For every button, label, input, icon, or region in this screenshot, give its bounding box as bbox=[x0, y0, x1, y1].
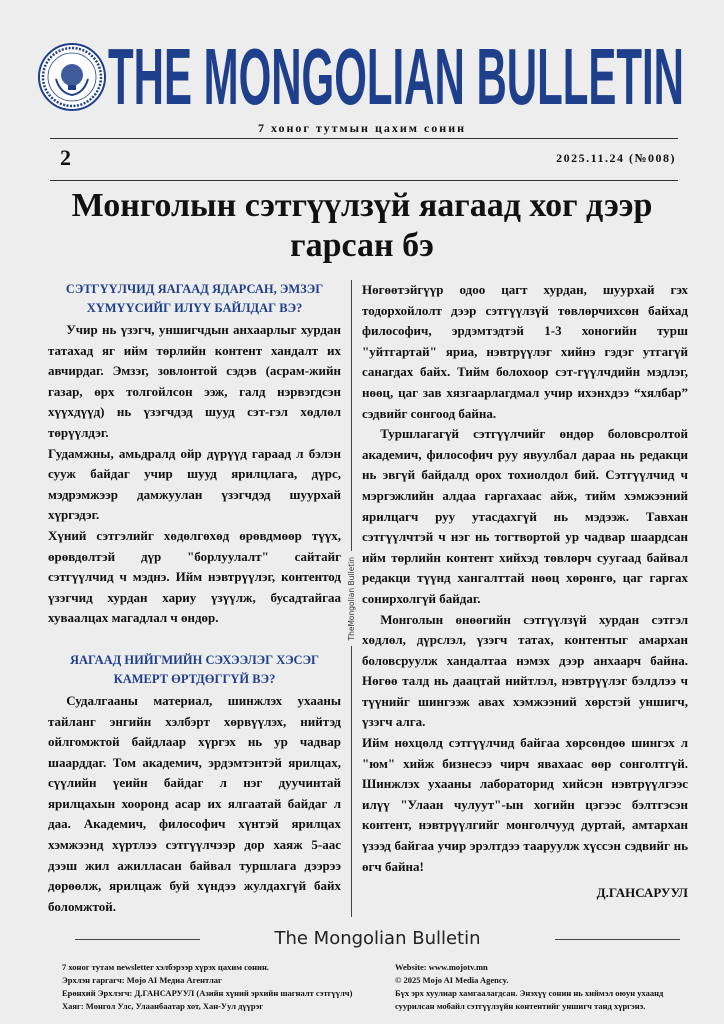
page-number: 2 bbox=[60, 145, 71, 170]
article-title: Монголын сэтгүүлзүй яагаад хог дээр гарсан бэ bbox=[71, 187, 653, 264]
paragraph: Монголын өнөөгийн сэтгүүлзүй хурдан сэтгэл хөдлөл, дүрслэл, үзэгч татах, контентыг амархан боловсруулж хандалтаа нэмэх дээр анхаарч байна. Нөгөө талд нь даацтай нийтлэл, нэвтрүүлэг бэлдлээ ч түүнийг шингээж авах хэмжээний хөрстэй уншигч, үзэгч алга. bbox=[362, 611, 688, 730]
website-link[interactable]: Website: www.mojotv.mn bbox=[395, 962, 488, 973]
paragraph: Нөгөөтэйгүүр одоо цагт хурдан, шуурхай гэх тодорхойлолт дээр сэтгүүлзүй төвлөрчихсөн байхад философич, эрдэмтэдтэй 1-3 хоногийн турш "уйтгартай" яриа, нэвтрүүлэг хийнэ гэдэг утгагүй санагдах байх. Тийм болохоор сэт-гүүлчдийн мэдлэг, нөөц, цаг зав хязгаарлагдмал учир ихэнхдээ “хялбар” сэдвийг сонгоод байна. bbox=[362, 282, 688, 421]
column-divider-line bbox=[351, 646, 352, 917]
footer-info-left bbox=[62, 961, 362, 1013]
article-column-left bbox=[48, 280, 341, 917]
paragraph: Учир нь үзэгч, уншигчдын анхаарлыг хурдан татахад яг ийм төрлийн контент хандалт их авчирдаг. Эмзэг, зовлонтой сэдэв (асрам-жийн газар, өрх толгойлсон ээж, галд нэрвэгдсэн хүүхдүүд) нь үзэгчдэд шууд сэт-гэл хөдлөл төрүүлдэг. bbox=[48, 322, 341, 440]
paragraph: Туршлагагүй сэтгүүлчийг өндөр боловсролтой академич, философич руу явуулбал дараа нь редакци нь эвгүй байдалд орох тохиолдол бий. Сэтгүүлчид ч мэргэжлийн алдаа гаргахаас айж, тийм хэмжээний ярилцагч руу утасдахгүй нь мэдээж. Тавхан сэтгүүлчтэй ч нэг нь тогтвортой ур чадвар шаардсан ийм төрлийн контент хийхэд төвлөрч суугаад байвал редакци түүнд хангалттай нөөц хөрөнгө, цаг гаргах сонирхолгүй байдаг. bbox=[362, 426, 688, 606]
author-byline: Д.ГАНСАРУУЛ bbox=[596, 885, 688, 901]
footer-header bbox=[75, 927, 680, 951]
svg-text:THE MONGOLIAN BULLETIN: THE MONGOLIAN BULLETIN bbox=[108, 40, 684, 112]
paragraph: Хүний сэтгэлийг хөдөлгөхөд өрөвдмөөр түүх, өрөвдөлтэй дүр "борлуулалт" сайтайг сэтгүүлчид ч мэднэ. Ийм нэвтрүүлэг, контентод үзэгчид хурдан хариу үзүүлж, бусадтайгаа хуваалцах магадлал ч өндөр. bbox=[48, 527, 341, 626]
column-divider bbox=[341, 280, 362, 917]
footer-line: Хаяг: Монгол Улс, Улаанбаатар хот, Хан-Уул дүүрэг bbox=[62, 1001, 264, 1012]
issue-date: 2025.11.24 (№008) bbox=[556, 151, 676, 165]
column-divider-line bbox=[351, 280, 352, 551]
logo-emblem bbox=[38, 43, 106, 111]
masthead-title bbox=[108, 40, 684, 112]
footer-line: Эрхлэн гаргагч: Mojo AI Медиа Агентлаг bbox=[62, 975, 222, 986]
paragraph: Ийм нөхцөлд сэтгүүлчид байгаа хөрсөндөө шингэх л "юм" хийж бизнесээ чирч явахаас өөр сонголтгүй. Шинжлэх ухааны лабораторид хийсэн нэвтрүүлгээс илүү "Улаан чулуут"-ын хогийн цэгээс бэлтгэсэн контент, нэвтрүүлгийг монголчууд дуртай, амтархан үзээд байгаа учир эрэлтдээ тааруулж хүссэн сэдвийг нь өгч байна! bbox=[362, 735, 688, 874]
article-columns bbox=[48, 280, 688, 917]
section-heading: СЭТГҮҮЛЧИД ЯАГААД ЯДАРСАН, ЭМЗЭГ ХҮМҮҮСИЙГ ИЛҮҮ БАЙЛДАГ ВЭ? bbox=[65, 282, 324, 315]
divider-rule bbox=[50, 138, 678, 139]
paragraph: Гудамжны, амьдралд ойр дүрүүд гараад л бэлэн сууж байдаг учир шууд ярилцлага, дүрс, мэдрэмжээр дамжуулан үзэгчдэд шуурхай хүргэдэг. bbox=[48, 445, 341, 523]
footer-info-right bbox=[395, 961, 665, 1013]
divider-rule bbox=[50, 180, 678, 181]
article-area bbox=[0, 186, 724, 1013]
footer-line: © 2025 Mojo AI Media Agency. bbox=[395, 975, 509, 986]
footer-line: Ерөнхий Эрхлэгч: Д.ГАНСАРУУЛ (Азийн хүний эрхийн шагналт сэтгүүлч) bbox=[62, 988, 353, 999]
footer-line: Бүх эрх хуулиар хамгаалагдсан. Энэхүү сонин нь хиймэл оюун ухаанд суурилсан мобайл сэтгүүлзүйн контентийг уншигч танд хүргэнэ. bbox=[395, 988, 664, 1012]
paragraph: Судалгааны материал, шинжлэх ухааны тайланг энгийн хэлбэрт хөрвүүлэх, нийтэд ойлгомжтой байдлаар хүргэх нь ур чадвар шаарддаг. Том академич, эрдэмтэнтэй ярилцах, сүүлийн үеийн байдаг л нэг дуучинтай ярилцахын хооронд асар их ялгаатай байдаг л даа. Академич, философич хүнтэй ярилцах хэмжээнд хүртлээ сэтгүүлчээр дор хаяж 5-аас дээш жил ажилласан байвал туршлага дээрээ дөрөөлж, ярилцаж буй хүндээ жулдахгүй байх боломжтой. bbox=[48, 692, 341, 914]
footer-rule bbox=[75, 939, 200, 940]
tagline: 7 хоног тутмын цахим сонин bbox=[257, 121, 467, 135]
section-heading: ЯАГААД НИЙГМИЙН СЭХЭЭЛЭГ ХЭСЭГ КАМЕРТ ӨРТДӨГГҮЙ ВЭ? bbox=[69, 652, 320, 686]
vertical-label: TheMongolian Bulletin bbox=[347, 556, 356, 641]
article-column-right bbox=[362, 280, 688, 917]
footer-title: The Mongolian Bulletin bbox=[274, 928, 481, 950]
footer-body bbox=[62, 961, 724, 1013]
footer-line: 7 хоног тутам newsletter хэлбэрээр хүрэх цахим сонин. bbox=[62, 962, 269, 973]
footer-rule bbox=[555, 939, 680, 940]
